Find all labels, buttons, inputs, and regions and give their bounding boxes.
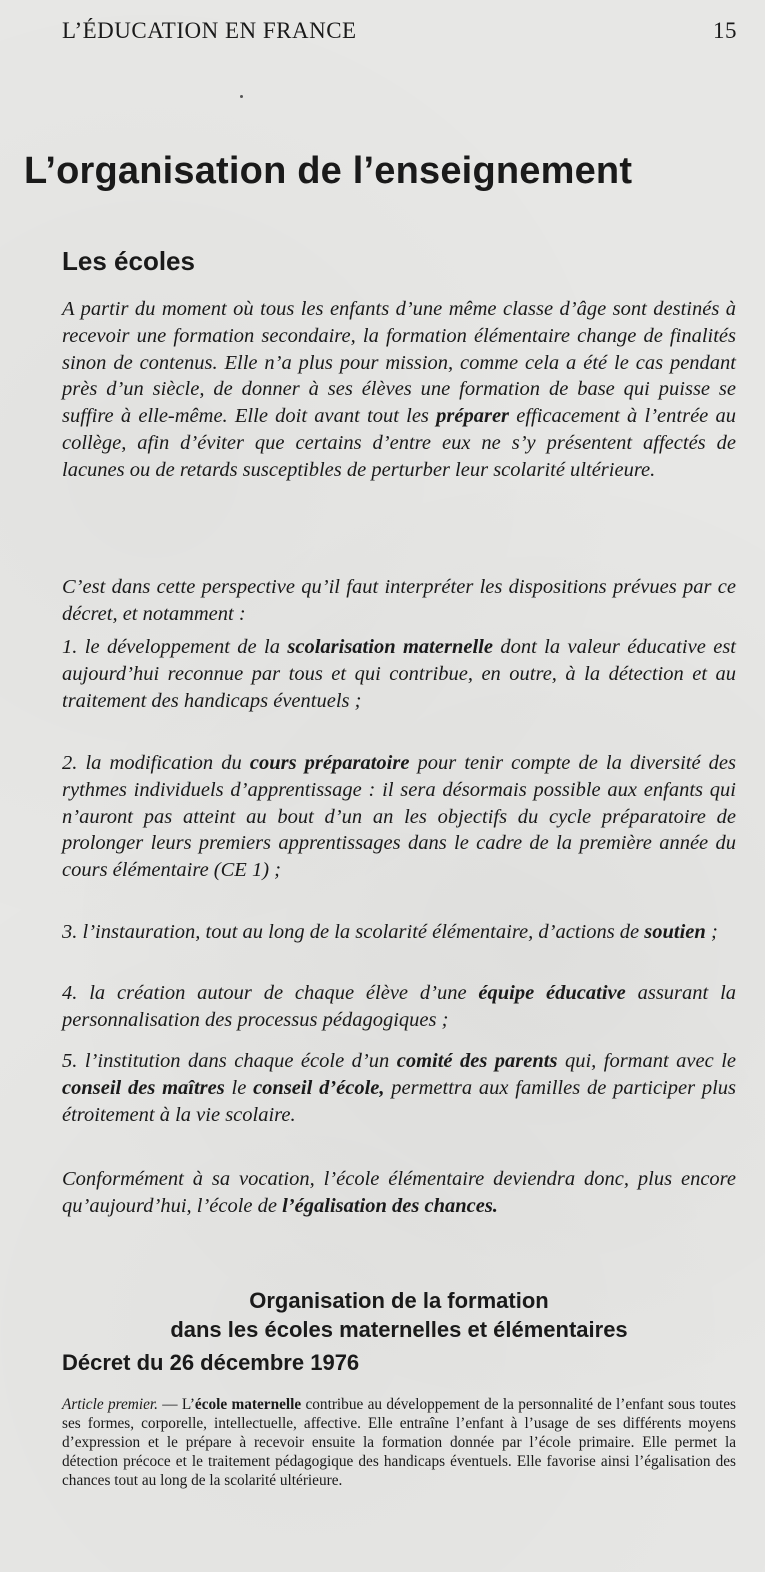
running-header [62,14,737,48]
text-run: 3. l’instauration, tout au long de la scolarité élémentaire, d’actions de [62,921,645,943]
emphasis-text: école maternelle [194,1396,302,1413]
text-run: Conformément à sa vocation, l’école élémentaire deviendra donc, plus encore qu’aujourd’hui, l’école de [62,1168,736,1217]
page-number: 15 [713,18,737,43]
text-run: assurant la personnalisation des processus pédagogiques ; [62,982,737,1031]
list-item-2 [62,750,736,884]
text-run: — L’ [157,1396,195,1413]
section-title: L’organisation de l’enseignement [24,150,633,192]
emphasis-text: conseil d’école, [253,1076,385,1099]
emphasis-text: l’égalisation des chances. [282,1194,498,1217]
print-speck [240,95,243,98]
decree-date: Décret du 26 décembre 1976 [62,1350,360,1375]
decree-heading-line-1: Organisation de la formation [249,1288,549,1313]
emphasis-text: scolarisation maternelle [287,636,493,658]
text-run: 1. le développement de la [62,636,288,658]
emphasis-text: comité des parents [396,1050,558,1072]
list-item-1 [62,634,736,714]
text-run: permettra aux familles de participer plus étroitement à la vie scolaire. [62,1076,737,1126]
text-run: efficacement à l’entrée au collège, afin d’éviter que certains d’entre eux ne s’y présentent affectés de lacunes ou de retards susceptibles de perturber leur scolarité ultérieure. [62,405,737,481]
text-run: pour tenir compte de la diversité des rythmes individuels d’apprentissage : il sera désormais possible aux enfants qui n’auront pas atteint au bout d’un an les objectifs du cycle préparatoire de prolonger leurs premiers apprentissages dans le cadre de la première année du cours élémentaire (CE 1) ; [62,752,736,882]
text-run: qui, formant avec le [557,1050,737,1072]
emphasis-text: cours préparatoire [249,752,410,774]
paragraph-intro [62,296,736,484]
text-run: contribue au développement de la personnalité de l’enfant sous toutes ses formes, corporelle, intellectuelle, affective. Elle entraîne l’enfant à l’usage de ses différents moyens d’expression et le prépare à recevoir ensuite la formation donnée par l’école primaire. Elle permet la détection précoce et le traitement pédagogique des handicaps éventuels. Elle favorise ainsi l’égalisation des chances tout au long de la scolarité ultérieure. [62,1396,737,1489]
list-item-3 [62,919,736,946]
emphasis-text: soutien [644,921,706,943]
article-label: Article premier. [62,1396,158,1413]
paragraph-conclusion [62,1166,736,1220]
paragraph-perspective: C’est dans cette perspective qu’il faut interpréter les dispositions prévues par ce décret, et notamment : [62,576,736,625]
sub-title: Les écoles [62,246,195,276]
emphasis-text: équipe éducative [478,982,626,1004]
list-item-4 [62,980,736,1034]
text-run: le [224,1076,254,1099]
text-run: 4. la création autour de chaque élève d’une [62,982,479,1004]
list-item-5 [62,1048,736,1128]
emphasis-text: conseil des maîtres [62,1076,225,1099]
decree-heading [62,1286,736,1344]
text-run: A partir du moment où tous les enfants d’une même classe d’âge sont destinés à recevoir une formation secondaire, la formation élémentaire change de finalités sinon de contenus. Elle n’a plus pour mission, comme cela a été le cas pendant près d’un siècle, de donner à ses élèves une formation de base qui puisse se suffire à elle-même. Elle doit avant tout les [62,298,736,428]
article-premier [62,1395,736,1490]
running-title: L’ÉDUCATION EN FRANCE [62,18,357,43]
emphasis-text: préparer [436,405,510,428]
text-run: dont la valeur éducative est aujourd’hui reconnue par tous et qui contribue, en outre, à la détection et au traitement des handicaps éventuels ; [62,636,736,712]
text-run: 2. la modification du [62,752,250,774]
text-run: 5. l’institution dans chaque école d’un [62,1050,397,1072]
decree-heading-line-2: dans les écoles maternelles et élémentaires [170,1317,628,1342]
text-run: ; [705,921,718,943]
